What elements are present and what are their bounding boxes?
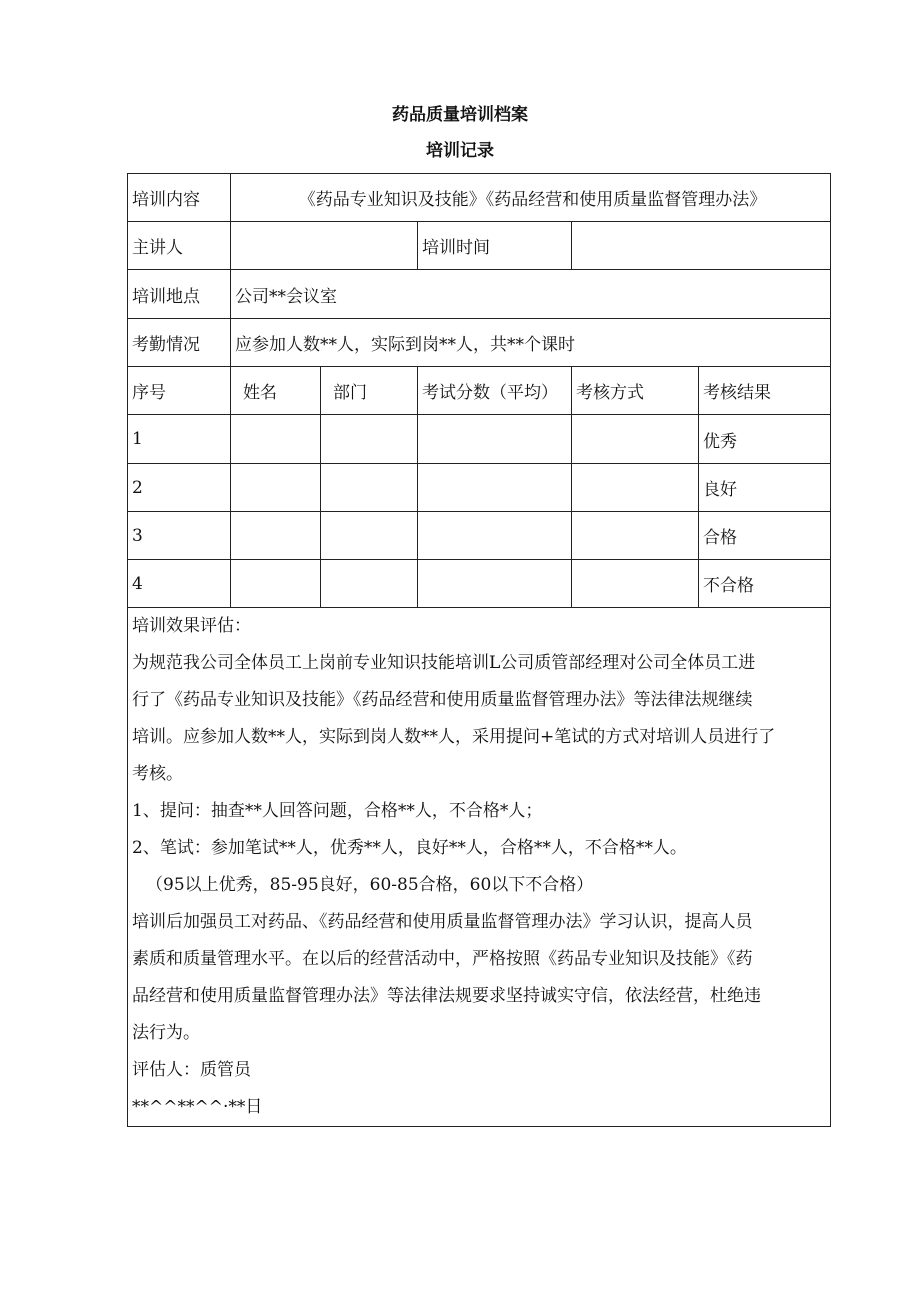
header-dept: 部门 [321, 367, 418, 415]
row-score [418, 560, 572, 608]
evaluation-para1-line1: 为规范我公司全体员工上岗前专业知识技能培训L公司质管部经理对公司全体员工进 [132, 653, 756, 673]
evaluation-para2-line3: 品经营和使用质量监督管理办法》等法律法规要求坚持诚实守信，依法经营，杜绝违 [132, 986, 761, 1006]
table-row [128, 512, 831, 560]
row-no: 2 [128, 464, 231, 512]
evaluation-para2-line4: 法行为。 [132, 1023, 200, 1043]
place-label: 培训地点 [128, 270, 231, 319]
training-time-value [572, 222, 831, 270]
header-score: 考试分数（平均） [418, 367, 572, 415]
grading-note: （95以上优秀，85-95良好，60-85合格，60以下不合格） [146, 875, 594, 895]
evaluation-para1-line4: 考核。 [132, 764, 183, 784]
row-name [231, 464, 321, 512]
evaluation-date: **^^**^^·**日 [132, 1097, 263, 1117]
row-no: 1 [128, 415, 231, 464]
header-row [128, 367, 831, 415]
evaluation-para1-line2: 行了《药品专业知识及技能》《药品经营和使用质量监督管理办法》等法律法规继续 [132, 690, 753, 710]
header-result: 考核结果 [699, 367, 831, 415]
row-method [572, 464, 699, 512]
row-score [418, 464, 572, 512]
evaluation-item-2: 2、笔试：参加笔试**人，优秀**人，良好**人，合格**人，不合格**人。 [132, 838, 687, 858]
content-row [128, 174, 831, 222]
lecturer-row [128, 222, 831, 270]
header-name: 姓名 [231, 367, 321, 415]
row-no: 3 [128, 512, 231, 560]
evaluation-item-1: 1、提问：抽查**人回答问题，合格**人，不合格*人； [132, 801, 543, 821]
lecturer-label: 主讲人 [128, 222, 231, 270]
content-label: 培训内容 [128, 174, 231, 222]
row-result: 优秀 [699, 415, 831, 464]
header-method: 考核方式 [572, 367, 699, 415]
place-row [128, 270, 831, 319]
row-result: 不合格 [699, 560, 831, 608]
row-no: 4 [128, 560, 231, 608]
attendance-label: 考勤情况 [128, 319, 231, 367]
lecturer-value [231, 222, 418, 270]
evaluator: 评估人：质管员 [132, 1060, 251, 1080]
evaluation-row [128, 608, 831, 1127]
row-dept [321, 415, 418, 464]
table-row [128, 415, 831, 464]
evaluation-para1-line3: 培训。应参加人数**人，实际到岗人数**人，采用提问+笔试的方式对培训人员进行了 [132, 727, 776, 747]
row-score [418, 512, 572, 560]
row-result: 合格 [699, 512, 831, 560]
row-score [418, 415, 572, 464]
content-value: 《药品专业知识及技能》《药品经营和使用质量监督管理办法》 [231, 174, 831, 222]
table-row [128, 560, 831, 608]
header-no: 序号 [128, 367, 231, 415]
row-name [231, 512, 321, 560]
document-title: 药品质量培训档案 [392, 105, 528, 125]
row-dept [321, 464, 418, 512]
training-time-label: 培训时间 [418, 222, 572, 270]
row-name [231, 560, 321, 608]
row-method [572, 512, 699, 560]
evaluation-para2-line2: 素质和质量管理水平。在以后的经营活动中，严格按照《药品专业知识及技能》《药 [132, 949, 753, 969]
row-method [572, 560, 699, 608]
row-dept [321, 512, 418, 560]
row-result: 良好 [699, 464, 831, 512]
evaluation-para2-line1: 培训后加强员工对药品、《药品经营和使用质量监督管理办法》学习认识，提高人员 [132, 912, 753, 932]
row-method [572, 415, 699, 464]
evaluation-section [128, 608, 831, 1127]
place-value: 公司**会议室 [231, 270, 831, 319]
attendance-value: 应参加人数**人，实际到岗**人，共**个课时 [231, 319, 831, 367]
row-dept [321, 560, 418, 608]
evaluation-heading: 培训效果评估： [132, 616, 251, 636]
row-name [231, 415, 321, 464]
document-subtitle: 培训记录 [426, 141, 494, 161]
attendance-row [128, 319, 831, 367]
training-record-table [127, 173, 831, 1127]
table-row [128, 464, 831, 512]
